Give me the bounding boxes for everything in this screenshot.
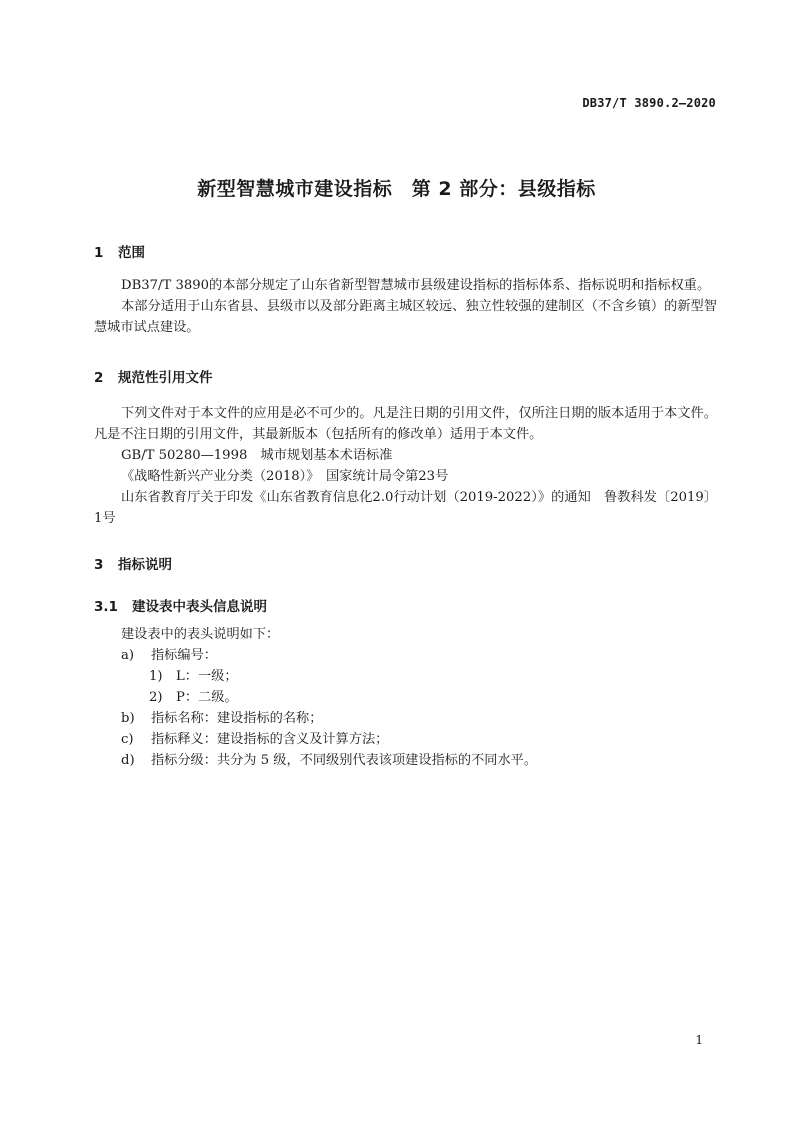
subsection-3-1-title: 建设表中表头信息说明 <box>132 599 267 615</box>
section-2-title: 规范性引用文件 <box>118 370 213 386</box>
paragraph: 本部分适用于山东省县、县级市以及部分距离主城区较远、独立性较强的建制区（不含乡镇）的新型智慧城市试点建设。 <box>94 299 717 335</box>
paragraph: 下列文件对于本文件的应用是必不可少的。凡是注日期的引用文件，仅所注日期的版本适用于本文件。凡是不注日期的引用文件，其最新版本（包括所有的修改单）适用于本文件。 <box>94 406 717 442</box>
list-marker: b) <box>121 711 135 726</box>
section-1-body <box>94 275 717 338</box>
list-item <box>149 687 238 708</box>
list-text: L：一级； <box>176 669 238 684</box>
list-item <box>149 666 238 687</box>
section-3-title: 指标说明 <box>118 557 172 573</box>
section-1-number: 1 <box>94 245 104 261</box>
list-item <box>121 708 322 729</box>
section-2-number: 2 <box>94 370 104 386</box>
document-title: 新型智慧城市建设指标 第 2 部分：县级指标 <box>197 178 596 200</box>
list-text: 指标名称：建设指标的名称； <box>151 711 323 726</box>
section-1-title: 范围 <box>118 245 145 261</box>
document-code: DB37/T 3890.2—2020 <box>582 96 716 110</box>
reference-item: 《战略性新兴产业分类（2018）》 国家统计局令第23号 <box>121 469 449 484</box>
list-text: 指标分级：共分为 5 级，不同级别代表该项建设指标的不同水平。 <box>151 753 538 768</box>
section-2-body <box>94 403 717 529</box>
list-text: 指标释义：建设指标的含义及计算方法； <box>151 732 389 747</box>
list-item <box>121 645 217 666</box>
section-3-heading <box>94 553 172 573</box>
subsection-3-1-heading <box>94 595 267 615</box>
section-3-number: 3 <box>94 557 104 573</box>
reference-item: GB/T 50280—1998 城市规划基本术语标准 <box>121 448 393 463</box>
subsection-3-1-number: 3.1 <box>94 599 118 615</box>
section-1-heading <box>94 241 145 261</box>
section-2-heading <box>94 366 213 386</box>
page-number: 1 <box>695 1033 703 1047</box>
list-marker: c) <box>121 732 134 747</box>
list-marker: a) <box>121 648 135 663</box>
subsection-3-1-intro: 建设表中的表头说明如下： <box>121 627 280 642</box>
paragraph: DB37/T 3890的本部分规定了山东省新型智慧城市县级建设指标的指标体系、指标说明和指标权重。 <box>121 278 711 293</box>
list-marker: 2) <box>149 690 163 705</box>
list-item <box>121 750 537 771</box>
list-item <box>121 729 388 750</box>
list-text: P：二级。 <box>176 690 238 705</box>
list-marker: 1) <box>149 669 163 684</box>
list-text: 指标编号： <box>151 648 217 663</box>
list-marker: d) <box>121 753 135 768</box>
reference-item: 山东省教育厅关于印发《山东省教育信息化2.0行动计划（2019-2022）》的通知 鲁教科发〔2019〕1号 <box>94 490 717 526</box>
